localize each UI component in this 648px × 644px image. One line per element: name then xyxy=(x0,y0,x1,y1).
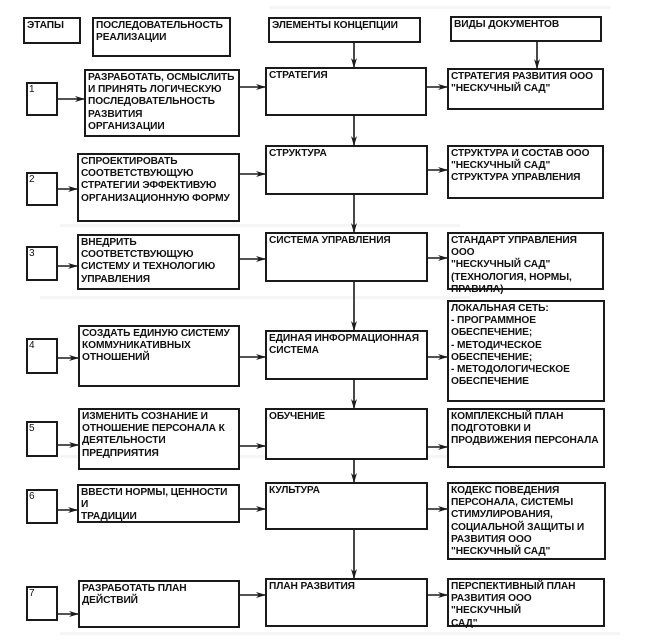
scan-artifact xyxy=(60,224,460,227)
document-box-7: ПЕРСПЕКТИВНЫЙ ПЛАН РАЗВИТИЯ ООО "НЕСКУЧНЫЙ САД" xyxy=(447,578,605,627)
action-box-2: СПРОЕКТИРОВАТЬ СООТВЕТСТВУЮЩУЮ СТРАТЕГИИ ЭФФЕКТИВУЮ ОРГАНИЗАЦИОННУЮ ФОРМУ xyxy=(77,153,240,222)
element-box-structure: СТРУКТУРА xyxy=(265,145,428,195)
document-box-5: КОМПЛЕКСНЫЙ ПЛАН ПОДГОТОВКИ И ПРОДВИЖЕНИЯ ПЕРСОНАЛА xyxy=(447,408,605,468)
element-box-info-system: ЕДИНАЯ ИНФОРМАЦИОННАЯ СИСТЕМА xyxy=(265,330,428,380)
document-box-2: СТРУКТУРА И СОСТАВ ООО "НЕСКУЧНЫЙ САД" СТРУКТУРА УПРАВЛЕНИЯ xyxy=(447,145,604,199)
element-box-development-plan: ПЛАН РАЗВИТИЯ xyxy=(265,578,428,627)
element-box-training: ОБУЧЕНИЕ xyxy=(265,408,428,460)
element-box-culture: КУЛЬТУРА xyxy=(265,482,428,530)
stage-number-3: 3 xyxy=(26,246,58,281)
scan-artifact xyxy=(60,632,620,635)
stage-number-2: 2 xyxy=(26,172,58,206)
document-box-1: СТРАТЕГИЯ РАЗВИТИЯ ООО "НЕСКУЧНЫЙ САД" xyxy=(447,68,604,110)
stage-number-1: 1 xyxy=(26,82,58,116)
action-box-1: РАЗРАБОТАТЬ, ОСМЫСЛИТЬ И ПРИНЯТЬ ЛОГИЧЕСКУЮ ПОСЛЕДОВАТЕЛЬНОСТЬ РАЗВИТИЯ ОРГАНИЗАЦИИ xyxy=(84,69,240,137)
stage-number-6: 6 xyxy=(26,489,58,524)
document-box-6: КОДЕКС ПОВЕДЕНИЯ ПЕРСОНАЛА, СИСТЕМЫ СТИМУЛИРОВАНИЯ, СОЦИАЛЬНОЙ ЗАЩИТЫ И РАЗВИТИЯ ООО "НЕСКУЧНЫЙ САД" xyxy=(447,482,606,560)
action-box-6: ВВЕСТИ НОРМЫ, ЦЕННОСТИ И ТРАДИЦИИ xyxy=(77,484,240,523)
scan-artifact xyxy=(40,296,470,299)
action-box-3: ВНЕДРИТЬ СООТВЕТСТВУЮЩУЮ СИСТЕМУ И ТЕХНОЛОГИЮ УПРАВЛЕНИЯ xyxy=(77,234,240,290)
element-box-strategy: СТРАТЕГИЯ xyxy=(265,67,427,116)
action-box-5: ИЗМЕНИТЬ СОЗНАНИЕ И ОТНОШЕНИЕ ПЕРСОНАЛА К ДЕЯТЕЛЬНОСТИ ПРЕДПРИЯТИЯ xyxy=(78,408,240,470)
header-elements: ЭЛЕМЕНТЫ КОНЦЕПЦИИ xyxy=(268,17,421,43)
document-box-4: ЛОКАЛЬНАЯ СЕТЬ: - ПРОГРАММНОЕ ОБЕСПЕЧЕНИЕ; - МЕТОДИЧЕСКОЕ ОБЕСПЕЧЕНИЕ; - МЕТОДОЛОГИЧЕСКОЕ ОБЕСПЕЧЕНИЕ xyxy=(447,300,605,402)
stage-number-7: 7 xyxy=(26,586,58,621)
header-documents: ВИДЫ ДОКУМЕНТОВ xyxy=(450,16,602,42)
action-box-7: РАЗРАБОТАТЬ ПЛАН ДЕЙСТВИЙ xyxy=(78,580,240,628)
header-sequence: ПОСЛЕДОВАТЕЛЬНОСТЬ РЕАЛИЗАЦИИ xyxy=(92,17,231,57)
stage-number-4: 4 xyxy=(26,338,58,374)
header-stages: ЭТАПЫ xyxy=(23,17,81,44)
document-box-3: СТАНДАРТ УПРАВЛЕНИЯ ООО "НЕСКУЧНЫЙ САД" (ТЕХНОЛОГИЯ, НОРМЫ, ПРАВИЛА) xyxy=(447,232,604,290)
stage-number-5: 5 xyxy=(26,421,58,457)
element-box-management-system: СИСТЕМА УПРАВЛЕНИЯ xyxy=(265,232,428,282)
scan-artifact xyxy=(270,6,610,9)
action-box-4: СОЗДАТЬ ЕДИНУЮ СИСТЕМУ КОММУНИКАТИВНЫХ ОТНОШЕНИЙ xyxy=(78,325,240,387)
